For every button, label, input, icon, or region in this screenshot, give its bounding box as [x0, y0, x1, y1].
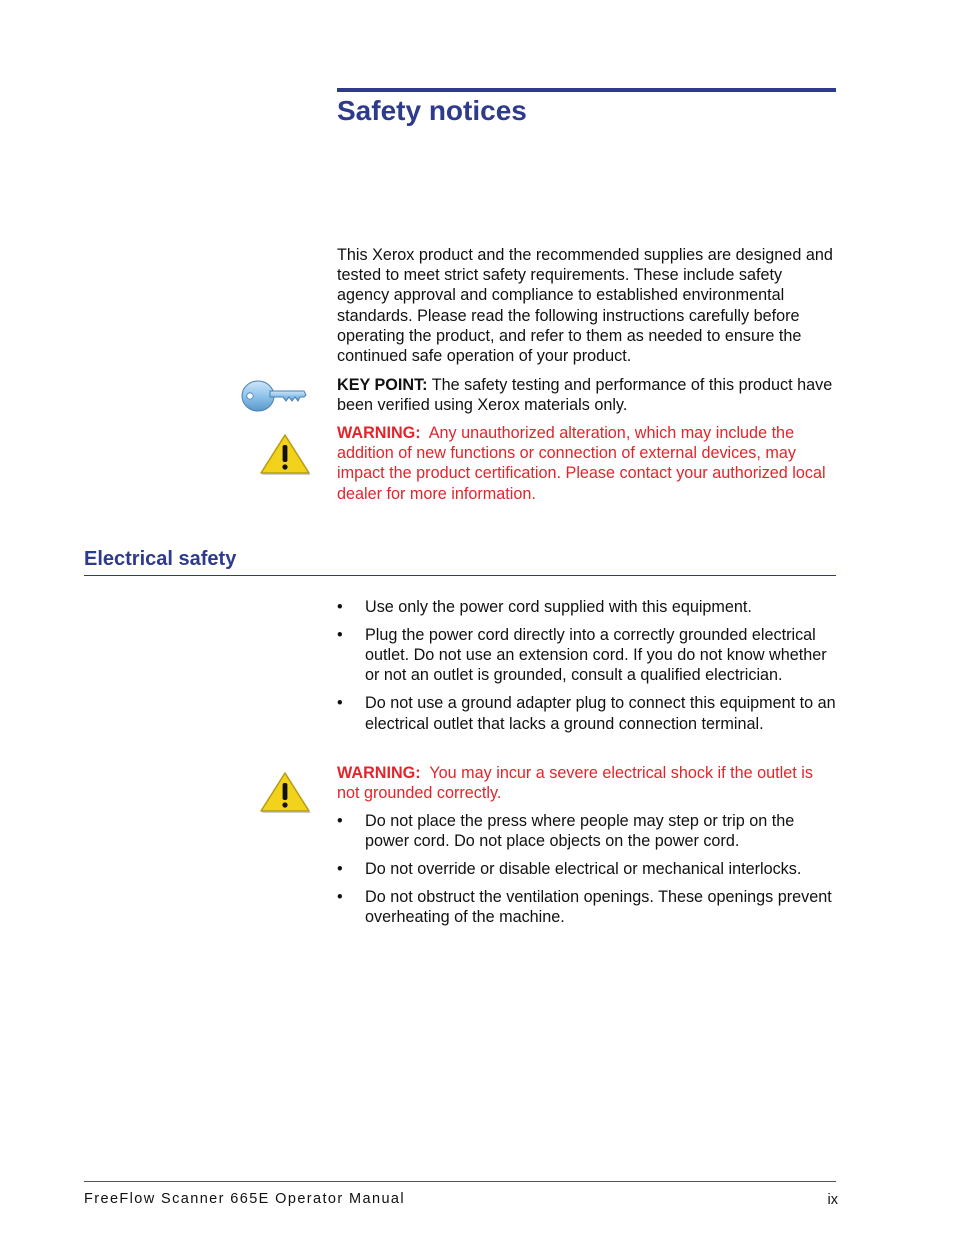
list-item-text: Do not use a ground adapter plug to connect this equipment to an electrical outlet that lacks a ground connection terminal.	[365, 694, 836, 733]
list-item-text: Do not override or disable electrical or mechanical interlocks.	[365, 860, 802, 879]
list-item	[337, 859, 837, 879]
bullet-icon: •	[337, 812, 343, 830]
bullet-icon: •	[337, 598, 343, 616]
caution-triangle-icon	[259, 432, 311, 476]
caution-triangle-icon	[259, 770, 311, 814]
bullet-icon: •	[337, 694, 343, 713]
page-number: ix	[827, 1192, 838, 1208]
list-item	[337, 693, 837, 733]
list-item-text: Use only the power cord supplied with this equipment.	[365, 598, 752, 616]
section-rule	[84, 575, 836, 576]
warning-text: Any unauthorized alteration, which may include the addition of new functions or connection of external devices, may impact the product certification. Please contact your authorized local dealer for more information.	[337, 424, 826, 503]
warning-label: WARNING:	[337, 764, 421, 782]
electrical-safety-list	[337, 597, 837, 742]
list-item-text: Do not place the press where people may step or trip on the power cord. Do not place objects on the power cord.	[365, 812, 795, 851]
list-item	[337, 811, 837, 851]
intro-paragraph: This Xerox product and the recommended supplies are designed and tested to meet strict safety requirements. These include safety agency approval and compliance to established environmental standards. Please read the following instructions carefully before operating the product, and refer to them as needed to ensure the continued safe operation of your product.	[337, 246, 833, 366]
warning-text: You may incur a severe electrical shock if the outlet is not grounded correctly.	[337, 764, 813, 803]
section-heading-electrical-safety: Electrical safety	[84, 548, 237, 570]
electrical-safety-list-continued	[337, 811, 837, 935]
bullet-icon: •	[337, 888, 343, 907]
warning-label: WARNING:	[337, 424, 421, 442]
bullet-icon: •	[337, 860, 343, 879]
warning-note-electrical-shock	[337, 763, 837, 803]
page-title: Safety notices	[337, 95, 527, 126]
key-icon	[240, 378, 308, 414]
key-point-note	[337, 375, 837, 415]
key-point-text: The safety testing and performance of this product have been verified using Xerox materials only.	[337, 376, 833, 415]
list-item-text: Plug the power cord directly into a correctly grounded electrical outlet. Do not use an extension cord. If you do not know whether or not an outlet is grounded, consult a qualified electrician.	[365, 626, 827, 685]
list-item	[337, 887, 837, 927]
title-rule	[337, 88, 836, 92]
list-item	[337, 625, 837, 686]
warning-note-certification	[337, 423, 837, 504]
key-point-label: KEY POINT:	[337, 376, 428, 394]
list-item-text: Do not obstruct the ventilation openings. These openings prevent overheating of the machine.	[365, 888, 832, 927]
list-item	[337, 597, 837, 617]
bullet-icon: •	[337, 626, 343, 644]
footer-rule	[84, 1181, 836, 1182]
footer-manual-title: FreeFlow Scanner 665E Operator Manual	[84, 1191, 405, 1207]
